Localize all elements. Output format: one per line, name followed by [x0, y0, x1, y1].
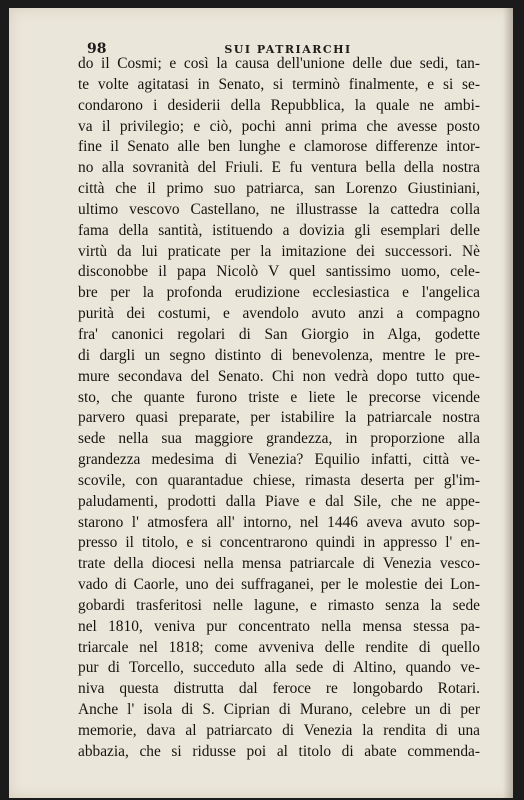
running-head: SUI PATRIARCHI	[224, 43, 352, 56]
text-line: scovile, con quarantadue chiese, rimasta deserta per gl'im-	[78, 471, 480, 489]
page-number: 98	[87, 41, 107, 57]
text-line: fra' canonici regolari di San Giorgio in Alga, godette	[78, 325, 480, 343]
text-line: sede nella sua maggiore grandezza, in proporzione alla	[78, 430, 480, 448]
text-line: di dargli un segno distinto di benevolenza, mentre le pre-	[78, 346, 480, 364]
text-line: vado di Caorle, uno dei suffraganei, per le molestie dei Lon-	[78, 576, 480, 594]
text-line: ultimo vescovo Castellano, ne illustrasse la cattedra colla	[78, 200, 480, 218]
text-line: pur di Torcello, succeduto alla sede di Altino, quando ve-	[78, 659, 480, 677]
text-line: do il Cosmi; e così la causa dell'unione delle due sedi, tan-	[78, 55, 480, 72]
text-line: triarcale nel 1818; come avveniva delle rendite di quello	[78, 638, 480, 656]
text-line: trate della diocesi nella mensa patriarcale di Venezia vesco-	[78, 555, 480, 573]
text-line: memorie, dava al patriarcato di Venezia la rendita di una	[78, 722, 480, 739]
text-line: gobardi trasferitosi nelle lagune, e rimasto senza la sede	[78, 596, 480, 614]
text-line: parvero quasi preparate, per istabilire la patriarcale nostra	[78, 409, 480, 427]
text-line: mure secondava del Senato. Chi non vedrà dopo tutto que-	[78, 367, 480, 385]
text-line: Anche l' isola di S. Ciprian di Murano, celebre un di per	[78, 701, 480, 719]
text-line: bre per la profonda erudizione ecclesiastica e l'angelica	[78, 284, 480, 302]
text-line: paludamenti, prodotti dalla Piave e dal Sile, che ne appe-	[78, 492, 480, 510]
text-line: presso il titolo, e si concentrarono quindi in appresso l' en-	[78, 534, 480, 552]
text-line: va il privilegio; e ciò, pochi anni prima che avesse posto	[78, 117, 480, 135]
text-line: te volte agitatasi in Senato, si terminò finalmente, e si se-	[78, 75, 480, 93]
text-line: fine il Senato alle ben lunghe e clamorose differenze intor-	[78, 138, 480, 156]
text-line: nel 1810, veniva pur concentrato nella mensa stessa pa-	[78, 617, 480, 635]
text-line: niva questa distrutta dal feroce re longobardo Rotari.	[78, 680, 480, 698]
text-line: purità dei costumi, e avendolo avuto anzi a compagno	[78, 305, 480, 323]
text-line: virtù da lui praticate per la imitazione dei successori. Nè	[78, 242, 480, 260]
body-text	[78, 54, 480, 763]
text-line: starono l' atmosfera all' intorno, nel 1446 aveva avuto sop-	[78, 513, 480, 531]
text-line: grandezza medesima di Venezia? Equilio infatti, città ve-	[78, 451, 480, 469]
text-line: no alla sovranità del Friuli. E fu ventura bella della nostra	[78, 159, 480, 177]
text-line: sto, che quante furono triste e liete le precorse vicende	[78, 388, 480, 406]
text-line: fama della santità, istituendo a dovizia gli esemplari delle	[78, 221, 480, 239]
text-line: disconobbe il papa Nicolò V quel santissimo uomo, cele-	[78, 263, 480, 281]
text-line: condarono i desiderii della Repubblica, la quale ne ambi-	[78, 96, 480, 114]
text-line: città che il primo suo patriarca, san Lorenzo Giustiniani,	[78, 180, 480, 198]
text-line: abbazia, che si ridusse poi al titolo di abate commenda-	[78, 742, 480, 760]
